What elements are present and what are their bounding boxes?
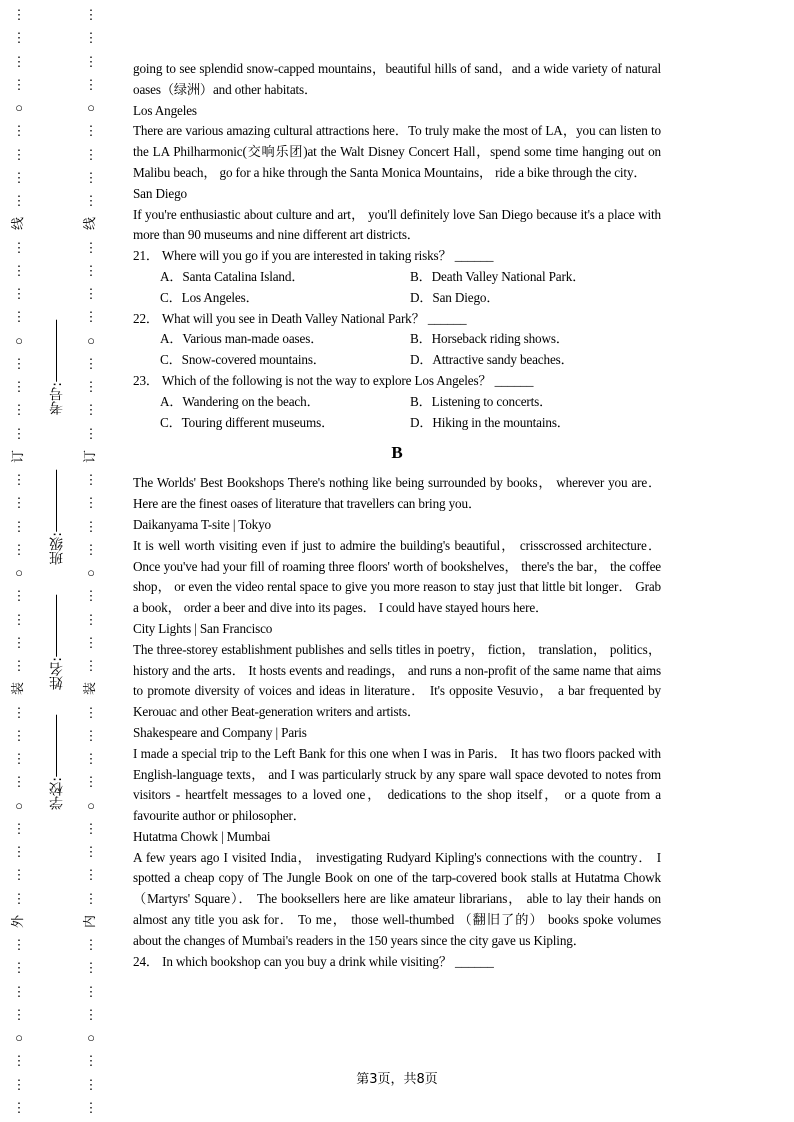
binding-dots: ⋮: [12, 751, 26, 766]
binding-dots: ⋮: [84, 123, 98, 139]
school-field: 学校:: [46, 715, 68, 810]
binding-dots: ⋮: [84, 1006, 98, 1022]
binding-dots: ⋮: [12, 588, 26, 604]
question-21: [133, 246, 661, 308]
binding-dots: ⋮: [84, 634, 98, 650]
binding-dots: ⋮: [84, 1099, 98, 1115]
binding-margin-label: 订: [11, 449, 27, 463]
binding-dots: ⋮: [84, 30, 98, 46]
binding-dots: ⋮: [84, 704, 98, 720]
binding-dots: ⋮: [84, 146, 98, 162]
binding-dots: ⋮: [84, 541, 98, 557]
binding-dots: ⋮: [12, 402, 26, 418]
binding-dots: ⋮: [84, 937, 98, 952]
binding-dots: ⋮: [12, 193, 26, 208]
binding-dots: ⋮: [84, 820, 98, 836]
binding-dots: ⋮: [12, 890, 26, 906]
binding-dots: ⋮: [12, 53, 26, 69]
question-24: 24． In which bookshop can you buy a drink while visiting？ ______: [133, 953, 494, 969]
binding-dots: ⋮: [84, 751, 98, 766]
binding-dots: ⋮: [12, 1099, 26, 1115]
binding-dots: ⋮: [12, 76, 26, 92]
binding-dots: ⋮: [12, 286, 26, 301]
outer-binding-margin: [12, 8, 26, 1114]
binding-dots: ⋮: [84, 495, 98, 511]
binding-circle-icon: ○: [87, 565, 95, 580]
question-stem: 22． What will you see in Death Valley National Park？ ______: [133, 310, 467, 326]
binding-margin-label: 装: [11, 682, 27, 696]
binding-dots: ⋮: [12, 1076, 26, 1092]
option-a: A．Various man-made oases．: [160, 331, 324, 347]
binding-dots: ⋮: [84, 169, 98, 185]
question-22: [133, 309, 661, 371]
binding-dots: ⋮: [12, 7, 26, 22]
binding-dots: ⋮: [12, 169, 26, 185]
shop-heading-san-francisco: City Lights | San Francisco: [133, 620, 273, 636]
class-field: 班级:: [46, 470, 68, 565]
binding-dots: ⋮: [84, 983, 98, 999]
option-c: C．Touring different museums．: [160, 414, 335, 430]
binding-dots: ⋮: [12, 30, 26, 46]
option-a: A．Wandering on the beach．: [160, 393, 320, 409]
binding-dots: ⋮: [12, 1006, 26, 1022]
binding-dots: ⋮: [12, 123, 26, 139]
student-info-block: [46, 320, 68, 810]
binding-circle-icon: ○: [15, 332, 23, 348]
binding-circle-icon: ○: [15, 797, 23, 813]
passage-b-intro: The Worlds' Best Bookshops There's nothing like being surrounded by books， wherever you are． Here are the finest oases of literature that travellers can bring you．: [133, 475, 661, 512]
question-options: [133, 329, 661, 371]
binding-dots: ⋮: [84, 727, 98, 743]
binding-dots: ⋮: [12, 495, 26, 511]
option-c: C．Los Angeles．: [160, 289, 259, 305]
option-d: D．Attractive sandy beaches．: [410, 352, 574, 368]
binding-dots: ⋮: [12, 820, 26, 836]
binding-dots: ⋮: [12, 309, 26, 325]
binding-dots: ⋮: [84, 774, 98, 790]
shop-text-tokyo: It is well worth visiting even if just to admire the building's beautiful， crisscrossed architecture． Once you've had your fill of roaming three floors' worth of bookshelves， there's the bar， the coffee shop， or even the video rental space to give you more reason to stay just that little bit longer． Grab a book， order a beer and dive into its pages． I could have stayed hours here．: [133, 537, 661, 616]
binding-dots: ⋮: [12, 355, 26, 371]
binding-dots: ⋮: [12, 611, 26, 627]
binding-dots: ⋮: [84, 425, 98, 441]
binding-circle-icon: ○: [87, 100, 95, 115]
question-options: [133, 267, 661, 309]
binding-dots: ⋮: [84, 867, 98, 883]
section-heading-san-diego: San Diego: [133, 185, 187, 201]
question-stem: 21． Where will you go if you are interested in taking risks？ ______: [133, 248, 494, 264]
binding-dots: ⋮: [12, 937, 26, 952]
binding-dots: ⋮: [84, 658, 98, 673]
binding-dots: ⋮: [84, 7, 98, 22]
binding-dots: ⋮: [12, 774, 26, 790]
binding-dots: ⋮: [12, 867, 26, 883]
binding-dots: ⋮: [12, 472, 26, 487]
question-23: [133, 371, 661, 433]
binding-circle-icon: ○: [15, 1030, 23, 1045]
binding-dots: ⋮: [12, 1053, 26, 1069]
binding-dots: ⋮: [12, 658, 26, 673]
section-b-title: B: [391, 443, 403, 463]
binding-margin-label: 外: [11, 914, 27, 928]
binding-dots: ⋮: [84, 76, 98, 92]
binding-dots: ⋮: [12, 425, 26, 441]
binding-circle-icon: ○: [15, 565, 23, 580]
binding-dots: ⋮: [84, 518, 98, 534]
shop-text-san-francisco: The three-storey establishment publishes and sells titles in poetry， fiction， translation， politics， history and the arts． It hosts events and readings， and runs a non-profit of the same name that aims to promote diversity of voices and ideas in literature． It's opposite Vesuvio， a bar frequented by Kerouac and other Beat-generation writers and artists．: [133, 641, 661, 720]
binding-margin-label: 订: [83, 449, 99, 463]
shop-heading-tokyo: Daikanyama T-site | Tokyo: [133, 516, 272, 532]
binding-dots: ⋮: [12, 634, 26, 650]
binding-dots: ⋮: [84, 355, 98, 371]
page-number: 第3页，共8页: [356, 1072, 438, 1087]
passage-san-diego: If you're enthusiastic about culture and art， you'll definitely love San Diego because it's a place with more than 90 museums and nine different art districts．: [133, 206, 661, 243]
binding-dots: ⋮: [84, 611, 98, 627]
binding-dots: ⋮: [84, 262, 98, 278]
shop-heading-mumbai: Hutatma Chowk | Mumbai: [133, 828, 271, 844]
binding-dots: ⋮: [12, 146, 26, 162]
binding-dots: ⋮: [12, 983, 26, 999]
binding-dots: ⋮: [84, 960, 98, 976]
option-d: D．San Diego．: [410, 289, 500, 305]
option-b: B．Listening to concerts．: [410, 393, 553, 409]
page-content: [133, 59, 661, 972]
binding-dots: ⋮: [12, 704, 26, 720]
binding-dots: ⋮: [84, 309, 98, 325]
binding-circle-icon: ○: [87, 332, 95, 348]
binding-margin-label: 装: [83, 682, 99, 696]
binding-dots: ⋮: [12, 262, 26, 278]
binding-dots: ⋮: [84, 286, 98, 301]
option-d: D．Hiking in the mountains．: [410, 414, 570, 430]
binding-dots: ⋮: [84, 472, 98, 487]
binding-dots: ⋮: [12, 379, 26, 394]
question-options: [133, 392, 661, 434]
shop-heading-paris: Shakespeare and Company | Paris: [133, 724, 307, 740]
binding-dots: ⋮: [84, 402, 98, 418]
binding-dots: ⋮: [84, 239, 98, 255]
binding-margin-label: 线: [83, 217, 99, 231]
binding-dots: ⋮: [12, 727, 26, 743]
binding-dots: ⋮: [12, 518, 26, 534]
question-stem: 23． Which of the following is not the way to explore Los Angeles？ ______: [133, 372, 534, 388]
binding-circle-icon: ○: [87, 797, 95, 813]
shop-text-paris: I made a special trip to the Left Bank for this one when I was in Paris． It has two floors packed with English-language texts， and I was particularly struck by any spare wall space devoted to notes from visitors - heartfelt messages to a loved one， dedications to the shop itself， or a quote from a favourite author or philosopher．: [133, 745, 661, 824]
binding-dots: ⋮: [12, 239, 26, 255]
option-b: B．Death Valley National Park．: [410, 268, 586, 284]
binding-dots: ⋮: [84, 890, 98, 906]
binding-dots: ⋮: [12, 844, 26, 859]
exam-number-field: 考号:: [46, 320, 68, 415]
binding-dots: ⋮: [12, 541, 26, 557]
binding-dots: ⋮: [12, 960, 26, 976]
binding-dots: ⋮: [84, 379, 98, 394]
binding-circle-icon: ○: [15, 100, 23, 115]
option-a: A．Santa Catalina Island．: [160, 268, 305, 284]
option-b: B．Horseback riding shows．: [410, 331, 569, 347]
option-c: C．Snow-covered mountains．: [160, 352, 326, 368]
binding-dots: ⋮: [84, 844, 98, 859]
binding-dots: ⋮: [84, 53, 98, 69]
binding-dots: ⋮: [84, 193, 98, 208]
section-heading-los-angeles: Los Angeles: [133, 102, 197, 118]
binding-circle-icon: ○: [87, 1030, 95, 1045]
name-field: 姓名:: [46, 595, 68, 690]
passage-a-paragraph: going to see splendid snow-capped mountains，beautiful hills of sand，and a wide variety of natural oases（绿洲）and other habitats．: [133, 61, 661, 97]
binding-dots: ⋮: [84, 1053, 98, 1069]
passage-los-angeles: There are various amazing cultural attractions here．To truly make the most of LA，you can listen to the LA Philharmonic(交响乐团)at the Walt Disney Concert Hall，spend some time hanging out on Malibu beach， go for a hike through the Santa Monica Mountains， ride a bike through the city．: [133, 123, 661, 180]
binding-margin-label: 线: [11, 217, 27, 231]
binding-dots: ⋮: [84, 588, 98, 604]
shop-text-mumbai: A few years ago I visited India， investigating Rudyard Kipling's connections with the country． I spotted a cheap copy of The Jungle Book on one of the tarp-covered book stalls at Hutatma Chowk（Martyrs' Square）． The booksellers here are like amateur librarians， able to lay their hands on almost any title you ask for． To me， those well-thumbed （翻旧了的） books spoke volumes about the changes of Mumbai's readers in the 150 years since the city gave us Kipling．: [133, 849, 661, 948]
binding-dots: ⋮: [84, 1076, 98, 1092]
inner-binding-margin: [84, 8, 98, 1114]
binding-margin-label: 内: [83, 914, 99, 928]
